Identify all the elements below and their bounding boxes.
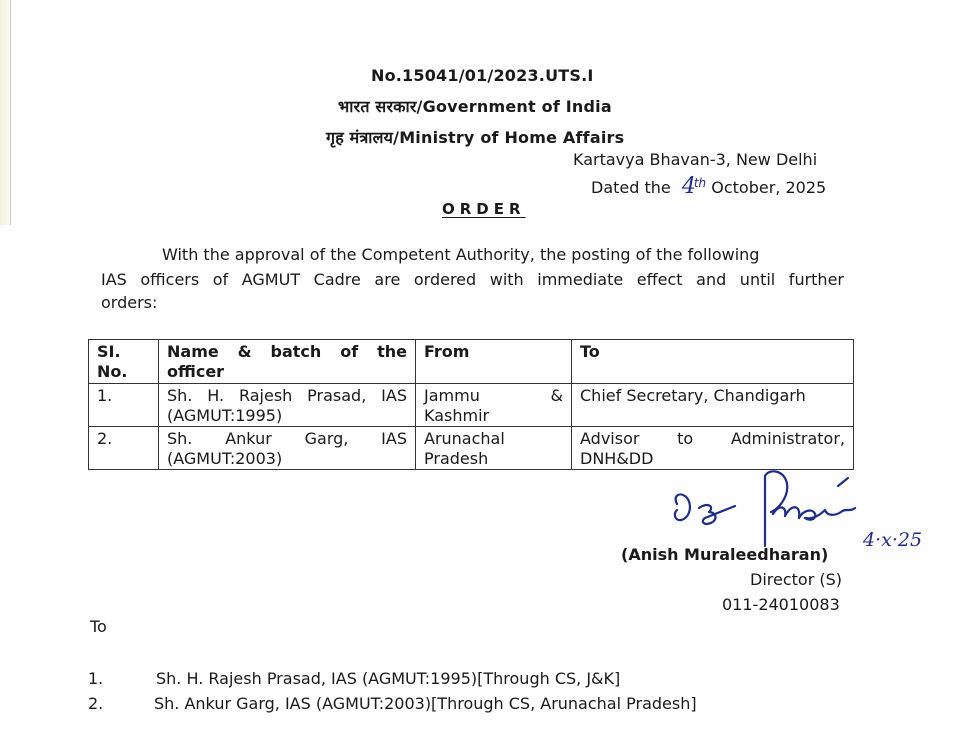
postings-table	[88, 339, 854, 470]
signatory-designation: Director (S)	[750, 570, 842, 589]
cell-from-line1: Jammu &	[424, 386, 563, 405]
distribution-item-number: 1.	[88, 669, 104, 688]
paper-edge	[0, 0, 11, 225]
table-header-row	[89, 340, 854, 384]
date-line	[591, 174, 826, 199]
paragraph-line-2	[101, 268, 844, 292]
cell-to	[572, 384, 854, 427]
cell-from	[416, 427, 572, 470]
cell-name-line1: Sh. H. Rajesh Prasad, IAS	[167, 386, 407, 405]
cell-to-line1: Chief Secretary, Chandigarh	[580, 386, 806, 405]
header-to: To	[572, 340, 854, 384]
header-sl-no	[89, 340, 159, 384]
header-name-line1: Name & batch of the	[167, 342, 407, 361]
distribution-heading: To	[90, 617, 107, 636]
handwritten-date: 4·x·25	[863, 529, 923, 551]
header-name	[159, 340, 416, 384]
cell-to-line1: Advisor to Administrator,	[580, 429, 845, 448]
cell-from-line2: Pradesh	[424, 449, 489, 468]
cell-name-line1: Sh. Ankur Garg, IAS	[167, 429, 407, 448]
header-sl-no-line2: No.	[97, 362, 128, 381]
header-from: From	[416, 340, 572, 384]
cell-name-line2: (AGMUT:2003)	[167, 449, 283, 468]
ministry-heading: गृह मंत्रालय/Ministry of Home Affairs	[326, 128, 625, 147]
address: Kartavya Bhavan-3, New Delhi	[573, 150, 818, 169]
cell-name	[159, 384, 416, 427]
cell-from-line1: Arunachal	[424, 429, 505, 448]
cell-from-line2: Kashmir	[424, 406, 490, 425]
distribution-item-text: Sh. Ankur Garg, IAS (AGMUT:2003)[Through CS, Arunachal Pradesh]	[154, 694, 697, 713]
cell-sl-no: 2.	[89, 427, 159, 470]
cell-from	[416, 384, 572, 427]
paragraph-line-2-text: IAS officers of AGMUT Cadre are ordered with immediate effect and until further	[101, 270, 844, 289]
date-suffix: October, 2025	[711, 178, 827, 197]
cell-to	[572, 427, 854, 470]
cell-name-line2: (AGMUT:1995)	[167, 406, 283, 425]
distribution-item-2	[88, 694, 697, 713]
cell-name	[159, 427, 416, 470]
handwritten-day: 4	[681, 174, 696, 199]
government-heading: भारत सरकार/Government of India	[338, 97, 612, 116]
paragraph-line-1: With the approval of the Competent Authority, the posting of the following	[162, 245, 760, 264]
header-sl-no-line1: SI.	[97, 342, 121, 361]
date-prefix: Dated the	[591, 178, 671, 197]
signatory-phone: 011-24010083	[722, 595, 840, 614]
distribution-item-number: 2.	[88, 694, 104, 713]
signature-icon	[665, 466, 965, 556]
order-title: ORDER	[442, 200, 526, 218]
signatory-name: (Anish Muraleedharan)	[621, 545, 829, 564]
cell-sl-no: 1.	[89, 384, 159, 427]
table-row	[89, 384, 854, 427]
file-number: No.15041/01/2023.UTS.I	[371, 66, 594, 85]
paragraph-line-3: orders:	[101, 293, 158, 312]
header-name-line2: officer	[167, 362, 225, 381]
distribution-item-text: Sh. H. Rajesh Prasad, IAS (AGMUT:1995)[Through CS, J&K]	[156, 669, 621, 688]
handwritten-day-suffix: th	[693, 175, 707, 190]
distribution-item-1	[88, 669, 620, 688]
table-row	[89, 427, 854, 470]
cell-to-line2: DNH&DD	[580, 449, 654, 468]
